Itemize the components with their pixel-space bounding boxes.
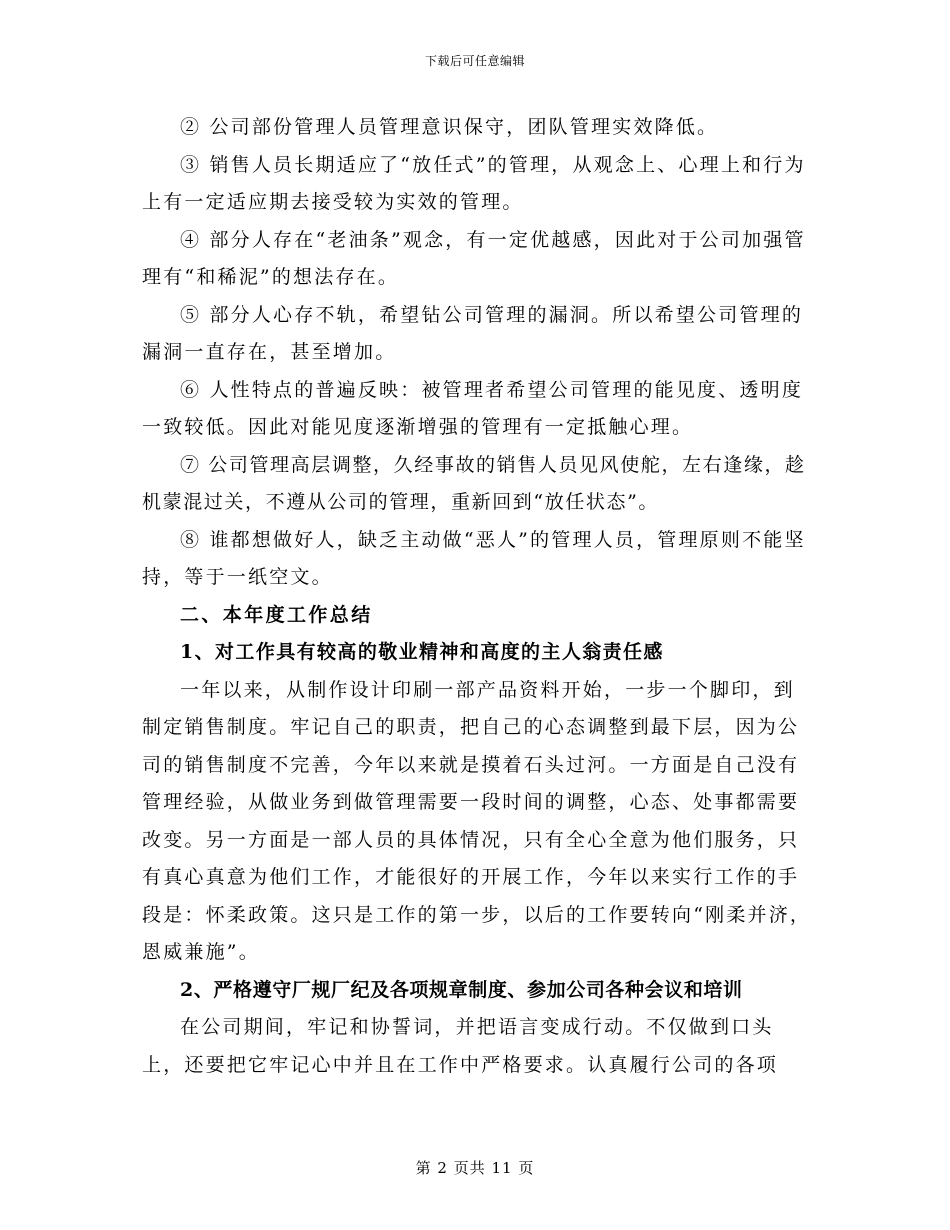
paragraph-item-4: ④ 部分人存在“老油条”观念，有一定优越感，因此对于公司加强管理有“和稀泥”的想法存在。 (142, 228, 806, 288)
subsection-2-title: 2、严格遵守厂规厂纪及各项规章制度、参加公司各种会议和培训 (180, 978, 743, 1001)
section-title: 二、本年度工作总结 (180, 603, 373, 626)
paragraph-item-2: ② 公司部份管理人员管理意识保守，团队管理实效降低。 (180, 116, 719, 138)
subsection-1-body: 一年以来，从制作设计印刷一部产品资料开始，一步一个脚印，到制定销售制度。牢记自己的职责，把自己的心态调整到最下层，因为公司的销售制度不完善，今年以来就是摸着石头过河。一方面是自己没有管理经验，从做业务到做管理需要一段时间的调整，心态、处事都需要改变。另一方面是一部人员的具体情况，只有全心全意为他们服务，只有真心真意为他们工作，才能很好的开展工作，今年以来实行工作的手段是：怀柔政策。这只是工作的第一步，以后的工作要转向“刚柔并济，恩威兼施”。 (142, 678, 812, 963)
paragraph-item-5: ⑤ 部分人心存不轨，希望钻公司管理的漏洞。所以希望公司管理的漏洞一直存在，甚至增加。 (142, 303, 804, 363)
paragraph-item-3: ③ 销售人员长期适应了“放任式”的管理，从观念上、心理上和行为上有一定适应期去接受较为实效的管理。 (142, 153, 806, 213)
paragraph-item-6: ⑥ 人性特点的普遍反映：被管理者希望公司管理的能见度、透明度一致较低。因此对能见度逐渐增强的管理有一定抵触心理。 (142, 378, 804, 438)
page-footer: 第 2 页共 11 页 (415, 1159, 535, 1177)
paragraph-item-8: ⑧ 谁都想做好人，缺乏主动做“恶人”的管理人员，管理原则不能坚持，等于一纸空文。 (142, 528, 806, 588)
document-body (142, 109, 812, 1084)
subsection-2-body: 在公司期间，牢记和协誓词，并把语言变成行动。不仅做到口头上，还要把它牢记心中并且在工作中严格要求。认真履行公司的各项 (142, 1016, 779, 1076)
page-header: 下载后可任意编辑 (424, 54, 525, 68)
paragraph-item-7: ⑦ 公司管理高层调整，久经事故的销售人员见风使舵，左右逢缘，趁机蒙混过关，不遵从公司的管理，重新回到“放任状态”。 (142, 453, 806, 513)
subsection-1-title: 1、对工作具有较高的敬业精神和高度的主人翁责任感 (180, 641, 664, 663)
